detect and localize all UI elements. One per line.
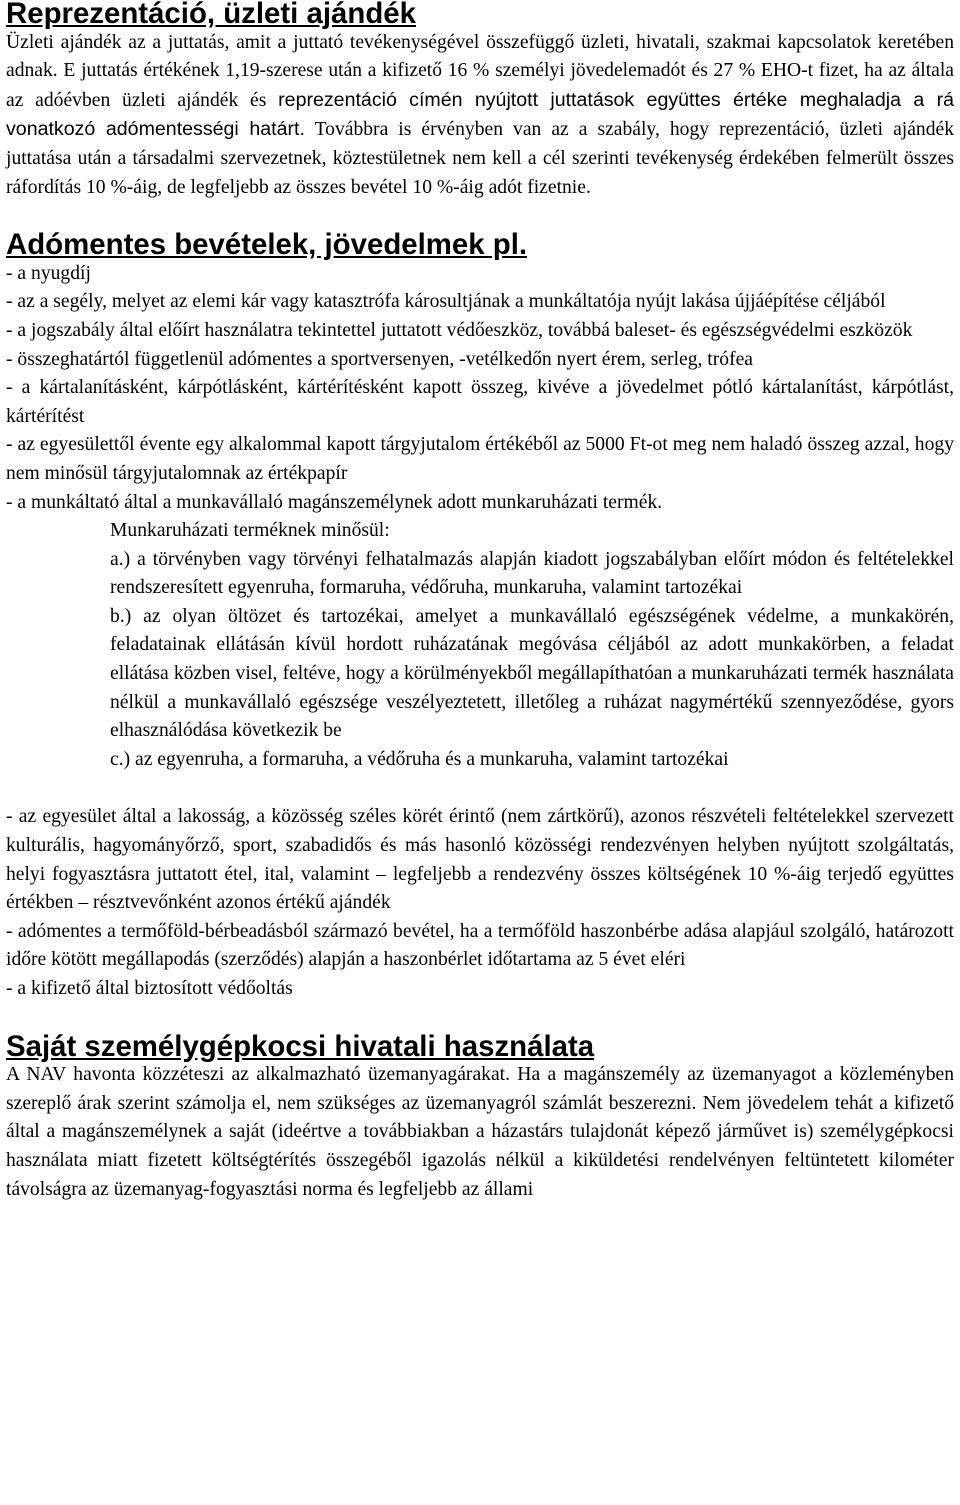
section-body-szemelygepkocsi: A NAV havonta közzéteszi az alkalmazható üzemanyagárakat. Ha a magánszemély az üzemanyagot a közleményben szereplő árak szerint számolja el, nem szükséges az üzemanyagról számlát beszerezni. Nem jövedelem tehát a kifizető által a magánszemélynek a saját (ideértve a továbbiakban a házastárs tulajdonát képező járművet is) személygépkocsi használata miatt fizetett költségtérítés összegéből igazolás nélkül a kiküldetési rendelvényen feltüntetett kilométer távolságra az üzemanyag-fogyasztási norma és legfeljebb az állami	[6, 1064, 954, 1200]
sub-list-intro: Munkaruházati terméknek minősül:	[110, 520, 390, 542]
list-item: - a jogszabály által előírt használatra tekintettel juttatott védőeszköz, továbbá baleset- és egészségvédelmi eszközök	[6, 319, 913, 341]
body-text-sans: reprezentáció címén nyújtott juttatások együttes értéke meghaladja a rá vonatkozó adómentességi határt.	[6, 88, 954, 141]
body-text-serif: Üzleti ajándék az a juttatás, amit a juttató tevékenységével összefüggő üzleti, hivatali, szakmai kapcsolatok keretében adnak. E juttatás értékének 1,19-szerese után a kifizető 16 % személyi jövedelemadót és 27 % EHO-t fizet, ha az általa az adóévben üzleti ajándék és	[6, 31, 954, 111]
list-item: - az a segély, melyet az elemi kár vagy katasztrófa károsultjának a munkáltatója nyújt lakása újjáépítése céljából	[6, 291, 886, 313]
sub-list-item-b: b.) az olyan öltözet és tartozékai, amelyet a munkavállaló egészségének védelme, a munkakörén, feladatainak ellátásán kívül hordott ruházatának megóvása céljából az adott munkakörben, a feladat ellátása közben visel, feltéve, hogy a körülményekből megállapíthatóan a munkaruházati termék használata nélkül a munkavállaló egészsége veszélyeztetett, illetőleg a ruházat nagymértékű szennyeződése, gyors elhasználódása következik be	[110, 605, 954, 742]
list-item: - összeghatártól függetlenül adómentes a sportversenyen, -vetélkedőn nyert érem, serleg, trófea	[6, 348, 753, 370]
spacer	[6, 202, 954, 231]
spacer	[6, 774, 954, 803]
sub-list-item-c: c.) az egyenruha, a formaruha, a védőruha és a munkaruha, valamint tartozékai	[110, 748, 729, 770]
section-body-reprezentacio	[6, 29, 954, 203]
list-item: - a kifizető által biztosított védőoltás	[6, 978, 293, 999]
list-item: - az egyesület által a lakosság, a közösség széles körét érintő (nem zártkörű), azonos részvételi feltételekkel szervezett kulturális, hagyományőrző, sport, szabadidős és más hasonló közösségi rendezvényen helyben nyújtott szolgáltatás, helyi fogyasztásra juttatott étel, ital, valamint – legfeljebb a rendezvény összes költségének 10 %-áig terjedő együttes értékben – résztvevőnként azonos értékű ajándék	[6, 806, 954, 914]
list-item: - a kártalanításként, kárpótlásként, kártérítésként kapott összeg, kivéve a jövedelmet pótló kártalanítást, kárpótlást, kártérítést	[6, 377, 954, 427]
list-item: - adómentes a termőföld-bérbeadásból származó bevétel, ha a termőföld haszonbérbe adása alapjául szolgáló, határozott időre kötött megállapodás (szerződés) alapján a haszonbérlet időtartama az 5 évet eléri	[6, 920, 954, 971]
section-heading-szemelygepkocsi: Saját személygépkocsi hivatali használata	[6, 1029, 595, 1063]
list-item: - a munkáltató által a munkavállaló magánszemélynek adott munkaruházati termék.	[6, 491, 663, 513]
list-item: - a nyugdíj	[6, 262, 91, 284]
section-heading-adomentes: Adómentes bevételek, jövedelmek pl.	[6, 228, 528, 262]
list-item: - az egyesülettől évente egy alkalommal kapott tárgyjutalom értékéből az 5000 Ft-ot meg nem haladó összeg azzal, hogy nem minősül tárgyjutalomnak az értékpapír	[6, 434, 954, 484]
sub-list-item-a: a.) a törvényben vagy törvényi felhatalmazás alapján kiadott jogszabályban előírt módon és feltételekkel rendszeresített egyenruha, formaruha, védőruha, munkaruha, valamint tartozékai	[110, 548, 954, 599]
spacer	[6, 1004, 954, 1033]
body-text-rest: Továbbra is érvényben van az a szabály, hogy reprezentáció, üzleti ajándék juttatása után a társadalmi szervezetnek, köztestületnek nem kell a cél szerinti tevékenység érdekében felmerült összes ráfordítás 10 %-áig, de legfeljebb az összes bevétel 10 %-áig adót fizetnie.	[6, 119, 954, 198]
section-heading-reprezentacio: Reprezentáció, üzleti ajándék	[6, 0, 416, 30]
